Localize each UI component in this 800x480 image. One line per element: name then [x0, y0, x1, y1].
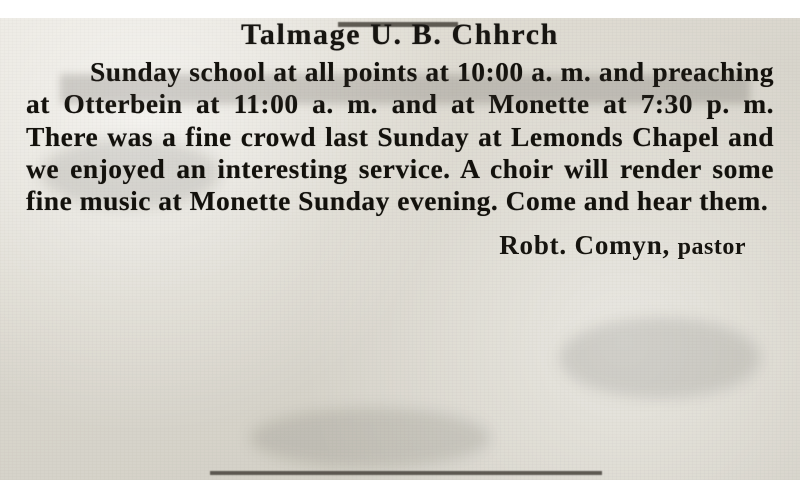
article-body-text: Sunday school at all points at 10:00 a. m. and preaching at Otterbein at 11:00 a. m. and at Monette at 7:30 p. m. There was a fine crowd last Sunday at Lemonds Chapel and we enjoyed an interesting service. A choir will render some fine music at Monette Sunday evening. Come and hear them. — [26, 56, 774, 217]
ink-smudge — [560, 318, 760, 398]
ink-smudge — [250, 408, 490, 468]
article-body — [26, 56, 774, 218]
signature-name: Robt. Comyn, — [499, 229, 671, 260]
bottom-divider-rule — [210, 471, 602, 475]
article-headline: Talmage U. B. Chhrch — [241, 18, 559, 51]
newspaper-clipping — [0, 18, 800, 480]
signature-line — [26, 230, 774, 261]
signature-role: pastor — [677, 233, 746, 260]
